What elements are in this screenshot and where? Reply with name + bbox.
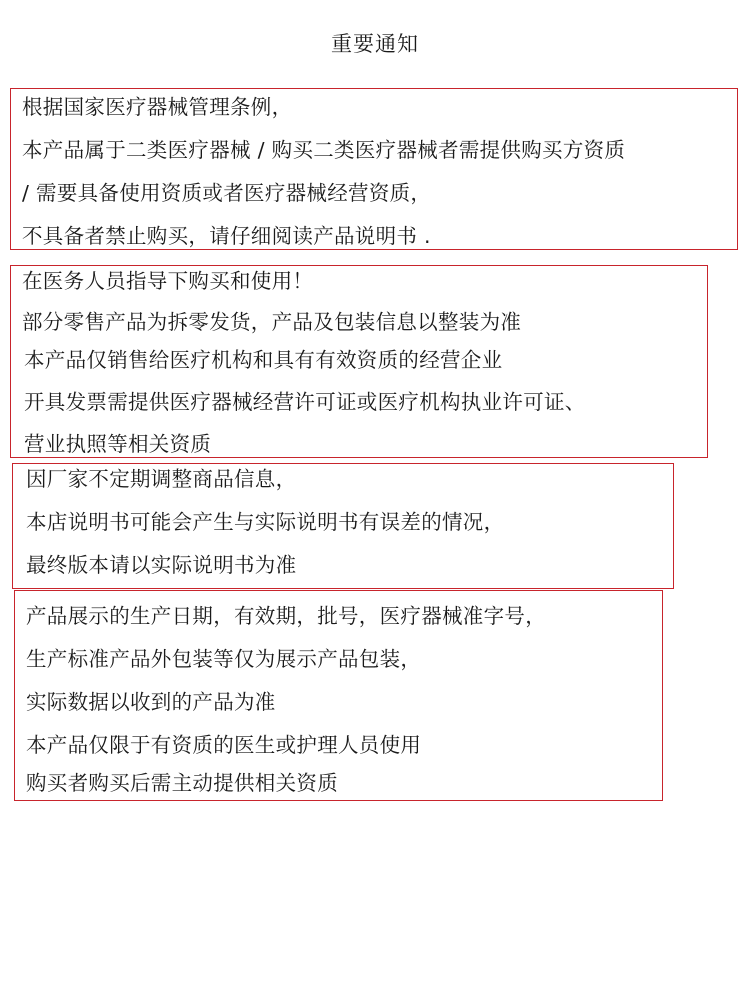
notice-line: 实际数据以收到的产品为准: [26, 690, 276, 714]
notice-line: 部分零售产品为拆零发货，产品及包装信息以整装为准: [22, 310, 522, 334]
notice-line: 购买者购买后需主动提供相关资质: [26, 771, 338, 795]
notice-line: 因厂家不定期调整商品信息，: [26, 467, 297, 491]
notice-line: 本产品仅销售给医疗机构和具有有效资质的经营企业: [24, 348, 503, 372]
notice-line: 在医务人员指导下购买和使用！: [22, 269, 314, 293]
notice-line: 产品展示的生产日期，有效期，批号，医疗器械准字号，: [26, 604, 546, 628]
notice-line: 最终版本请以实际说明书为准: [26, 553, 297, 577]
notice-line: / 需要具备使用资质或者医疗器械经营资质，: [22, 181, 432, 205]
notice-line: 根据国家医疗器械管理条例，: [22, 95, 293, 119]
notice-line: 本店说明书可能会产生与实际说明书有误差的情况，: [26, 510, 505, 534]
notice-line: 本产品属于二类医疗器械 / 购买二类医疗器械者需提供购买方资质: [22, 138, 626, 162]
notice-line: 本产品仅限于有资质的医生或护理人员使用: [26, 733, 422, 757]
notice-line: 营业执照等相关资质: [24, 432, 212, 456]
notice-line: 开具发票需提供医疗器械经营许可证或医疗机构执业许可证、: [24, 390, 586, 414]
page-title: 重要通知: [331, 32, 419, 56]
notice-line: 不具备者禁止购买，请仔细阅读产品说明书 .: [22, 224, 431, 248]
notice-line: 生产标准产品外包装等仅为展示产品包装，: [26, 647, 422, 671]
